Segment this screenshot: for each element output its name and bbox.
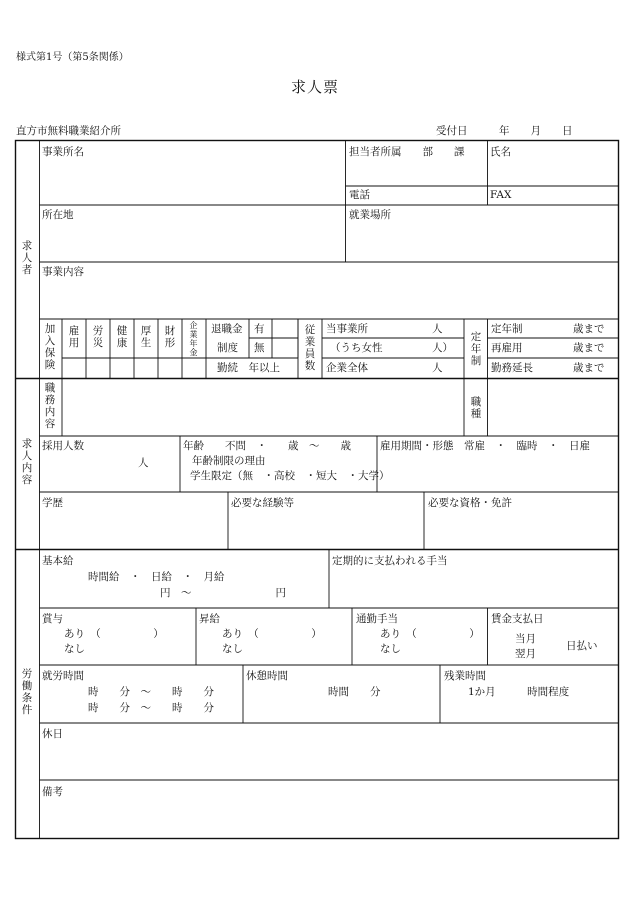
company-total-label: 企業全体 <box>326 362 368 374</box>
raise-label: 昇給 <box>199 613 220 625</box>
overtime-value: 1か月 時間程度 <box>468 686 570 698</box>
bonus-no: なし <box>64 643 85 655</box>
age-until-2: 歳まで <box>573 342 605 354</box>
pay-types: 時間給 ・ 日給 ・ 月給 <box>88 571 225 583</box>
pay-day-suffix: 日払い <box>566 640 598 652</box>
retirement-age-section: 定年制 <box>470 331 482 367</box>
hiring-count-label: 採用人数 <box>42 440 84 452</box>
insurance-label: 加入保険 <box>44 323 56 371</box>
service-years: 勤続 年以上 <box>217 362 280 374</box>
employment-type: 雇用期間・形態 常雇 ・ 臨時 ・ 日雇 <box>380 440 590 452</box>
page-title: 求人票 <box>290 78 339 96</box>
commute-no: なし <box>380 643 401 655</box>
age-until-1: 歳まで <box>573 323 605 335</box>
age-until-3: 歳まで <box>573 362 605 374</box>
duties-label: 職務内容 <box>44 382 56 430</box>
raise-no: なし <box>222 643 243 655</box>
extension-label: 勤務延長 <box>491 362 533 374</box>
commute-yes: あり （ ） <box>380 628 480 640</box>
allowance-label: 定期的に支払われる手当 <box>332 555 448 567</box>
insurance-pension: 厚生 <box>140 325 152 349</box>
education-label: 学歴 <box>42 497 63 509</box>
retirement-system-label: 制度 <box>217 342 238 354</box>
raise-yes: あり （ ） <box>222 628 322 640</box>
received-date: 受付日 年 月 日 <box>436 125 573 137</box>
overtime-label: 残業時間 <box>444 670 486 682</box>
job-type-label: 職種 <box>470 396 482 420</box>
retirement-allowance-label: 退職金 <box>211 323 243 335</box>
insurance-corporate-pension: 企業年金 <box>189 321 198 357</box>
form-number: 様式第1号（第5条関係） <box>16 52 129 63</box>
work-hours-row-1: 時 分 〜 時 分 <box>88 686 214 698</box>
employees-label: 従業員数 <box>304 324 316 372</box>
persons-3: 人 <box>432 362 443 374</box>
address-label: 所在地 <box>42 209 74 221</box>
holidays-label: 休日 <box>42 728 63 740</box>
commute-label: 通勤手当 <box>356 613 398 625</box>
insurance-employment: 雇用 <box>68 325 80 349</box>
fax-label: FAX <box>490 189 512 201</box>
section-label-employer: 求人者 <box>21 240 33 276</box>
work-hours-label: 就労時間 <box>42 670 84 682</box>
business-name-label: 事業所名 <box>42 146 84 158</box>
retirement-yes: 有 <box>254 323 265 335</box>
contact-name-label: 氏名 <box>490 146 511 158</box>
contact-dept-label: 担当者所属 部 課 <box>349 146 465 158</box>
student-limit: 学生限定（無 ・高校 ・短大 ・大学） <box>190 470 390 482</box>
workplace-label: 就業場所 <box>349 209 391 221</box>
women-label: （うち女性 <box>330 342 383 354</box>
retirement-no: 無 <box>254 342 265 354</box>
reemployment-label: 再雇用 <box>491 342 523 354</box>
persons-2: 人） <box>432 342 453 354</box>
retirement-age-label: 定年制 <box>491 323 523 335</box>
next-month: 翌月 <box>515 648 536 660</box>
bonus-yes: あり （ ） <box>64 628 164 640</box>
remarks-label: 備考 <box>42 786 63 798</box>
hiring-persons: 人 <box>138 457 149 469</box>
this-month: 当月 <box>515 633 536 645</box>
business-content-label: 事業内容 <box>42 266 84 278</box>
experience-label: 必要な経験等 <box>231 497 294 509</box>
phone-label: 電話 <box>349 189 370 201</box>
age-reason-label: 年齢制限の理由 <box>192 455 266 467</box>
form-border <box>16 141 619 839</box>
persons-1: 人 <box>432 323 443 335</box>
break-label: 休憩時間 <box>246 670 288 682</box>
payday-label: 賃金支払日 <box>491 613 544 625</box>
age-line: 年齢 不問 ・ 歳 〜 歳 <box>183 440 351 452</box>
pay-range: 円 〜 円 <box>160 587 286 599</box>
section-label-job: 求人内容 <box>21 438 33 486</box>
this-office-label: 当事業所 <box>326 323 368 335</box>
insurance-savings: 財形 <box>164 325 176 349</box>
break-value: 時間 分 <box>328 686 381 698</box>
insurance-health: 健康 <box>116 325 128 349</box>
base-pay-label: 基本給 <box>42 555 74 567</box>
bonus-label: 賞与 <box>42 613 63 625</box>
office-name: 直方市無料職業紹介所 <box>16 125 121 137</box>
section-label-conditions: 労働条件 <box>21 668 33 716</box>
qualifications-label: 必要な資格・免許 <box>428 497 512 509</box>
insurance-workers-comp: 労災 <box>92 325 104 349</box>
work-hours-row-2: 時 分 〜 時 分 <box>88 702 214 714</box>
